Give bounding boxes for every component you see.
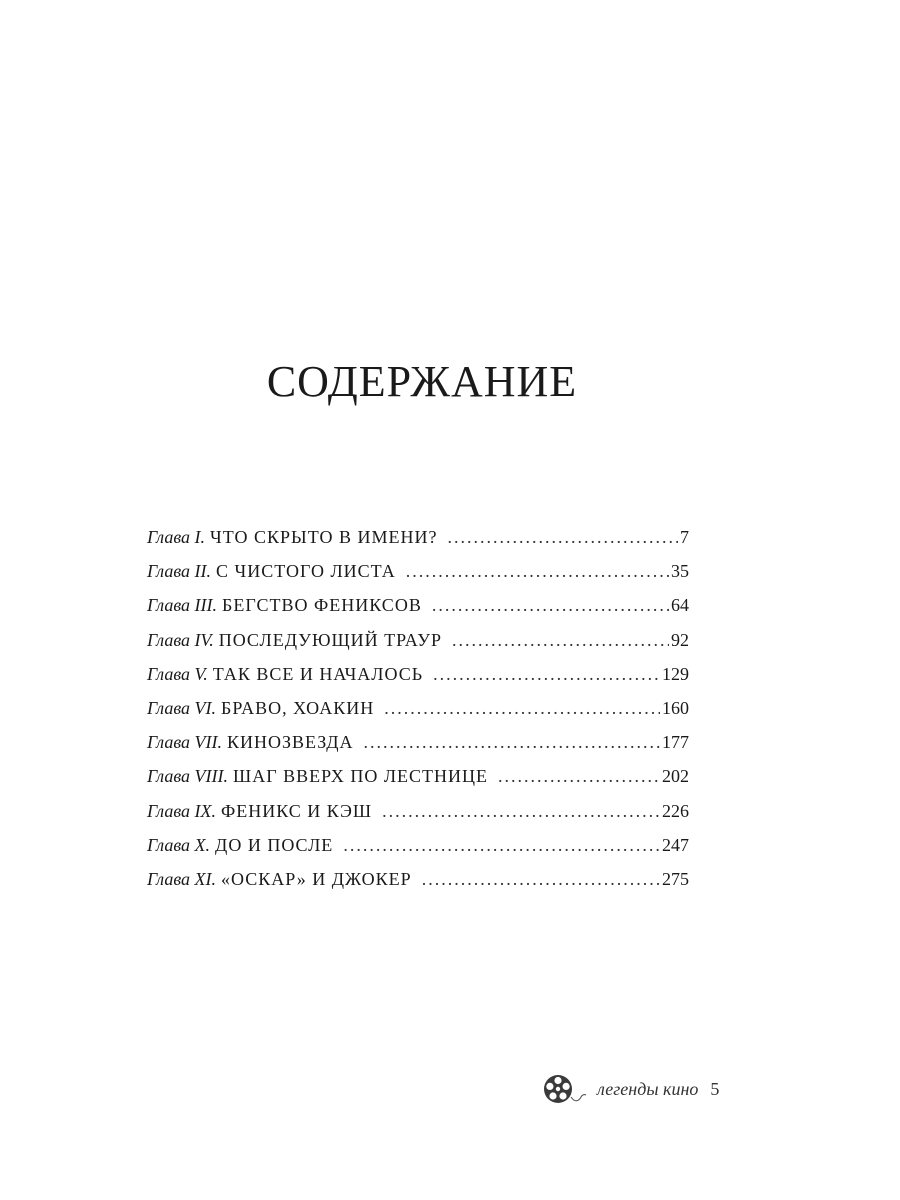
chapter-number: Глава IV. bbox=[147, 629, 214, 650]
chapter-title: ФЕНИКС И КЭШ bbox=[221, 800, 373, 821]
dot-leader bbox=[384, 691, 660, 725]
toc-entry bbox=[147, 520, 689, 554]
dot-leader bbox=[363, 725, 660, 759]
table-of-contents bbox=[147, 520, 689, 896]
chapter-number: Глава VII. bbox=[147, 732, 223, 753]
dot-leader bbox=[406, 554, 669, 588]
toc-entry bbox=[147, 657, 689, 691]
chapter-title: ДО И ПОСЛЕ bbox=[215, 834, 334, 855]
chapter-title: ПОСЛЕДУЮЩИЙ ТРАУР bbox=[218, 629, 442, 650]
toc-entry bbox=[147, 828, 689, 862]
toc-entry bbox=[147, 623, 689, 657]
chapter-number: Глава X. bbox=[147, 834, 211, 855]
toc-entry bbox=[147, 554, 689, 588]
dot-leader bbox=[382, 794, 660, 828]
page-number: 92 bbox=[671, 629, 689, 650]
chapter-number: Глава VIII. bbox=[147, 766, 229, 787]
dot-leader bbox=[447, 520, 678, 554]
page-folio: 5 bbox=[710, 1078, 720, 1099]
toc-entry bbox=[147, 759, 689, 793]
toc-entry bbox=[147, 691, 689, 725]
chapter-number: Глава III. bbox=[147, 595, 218, 616]
dot-leader bbox=[498, 759, 660, 793]
page-number: 247 bbox=[662, 834, 689, 855]
series-name: легенды кино bbox=[597, 1078, 699, 1099]
chapter-number: Глава II. bbox=[147, 561, 212, 582]
chapter-number: Глава XI. bbox=[147, 868, 217, 889]
page-number: 64 bbox=[671, 595, 689, 616]
toc-entry bbox=[147, 725, 689, 759]
page-number: 7 bbox=[680, 527, 689, 547]
film-reel-icon bbox=[541, 1072, 587, 1106]
toc-entry bbox=[147, 794, 689, 828]
chapter-title: «ОСКАР» И ДЖОКЕР bbox=[221, 868, 412, 889]
page-number: 129 bbox=[662, 663, 689, 684]
running-footer bbox=[541, 1072, 719, 1106]
chapter-title: С ЧИСТОГО ЛИСТА bbox=[216, 561, 396, 582]
page-number: 275 bbox=[662, 868, 689, 889]
chapter-number: Глава I. bbox=[147, 527, 206, 547]
toc-entry bbox=[147, 588, 689, 622]
dot-leader bbox=[343, 828, 660, 862]
chapter-title: БЕГСТВО ФЕНИКСОВ bbox=[222, 595, 422, 616]
toc-entry bbox=[147, 862, 689, 896]
chapter-title: ШАГ ВВЕРХ ПО ЛЕСТНИЦЕ bbox=[233, 766, 489, 787]
chapter-title: ЧТО СКРЫТО В ИМЕНИ? bbox=[210, 527, 438, 547]
chapter-number: Глава VI. bbox=[147, 697, 217, 718]
contents-heading: СОДЕРЖАНИЕ bbox=[266, 357, 578, 406]
chapter-number: Глава IX. bbox=[147, 800, 217, 821]
page-number: 177 bbox=[662, 732, 689, 753]
chapter-title: ТАК ВСЕ И НАЧАЛОСЬ bbox=[212, 663, 424, 684]
chapter-title: КИНОЗВЕЗДА bbox=[227, 732, 354, 753]
page-number: 160 bbox=[662, 697, 689, 718]
page-number: 202 bbox=[662, 766, 689, 787]
dot-leader bbox=[432, 588, 669, 622]
dot-leader bbox=[422, 862, 660, 896]
chapter-number: Глава V. bbox=[147, 663, 208, 684]
dot-leader bbox=[433, 657, 660, 691]
chapter-title: БРАВО, ХОАКИН bbox=[221, 697, 375, 718]
page-number: 226 bbox=[662, 800, 689, 821]
dot-leader bbox=[452, 623, 669, 657]
page-number: 35 bbox=[671, 561, 689, 582]
